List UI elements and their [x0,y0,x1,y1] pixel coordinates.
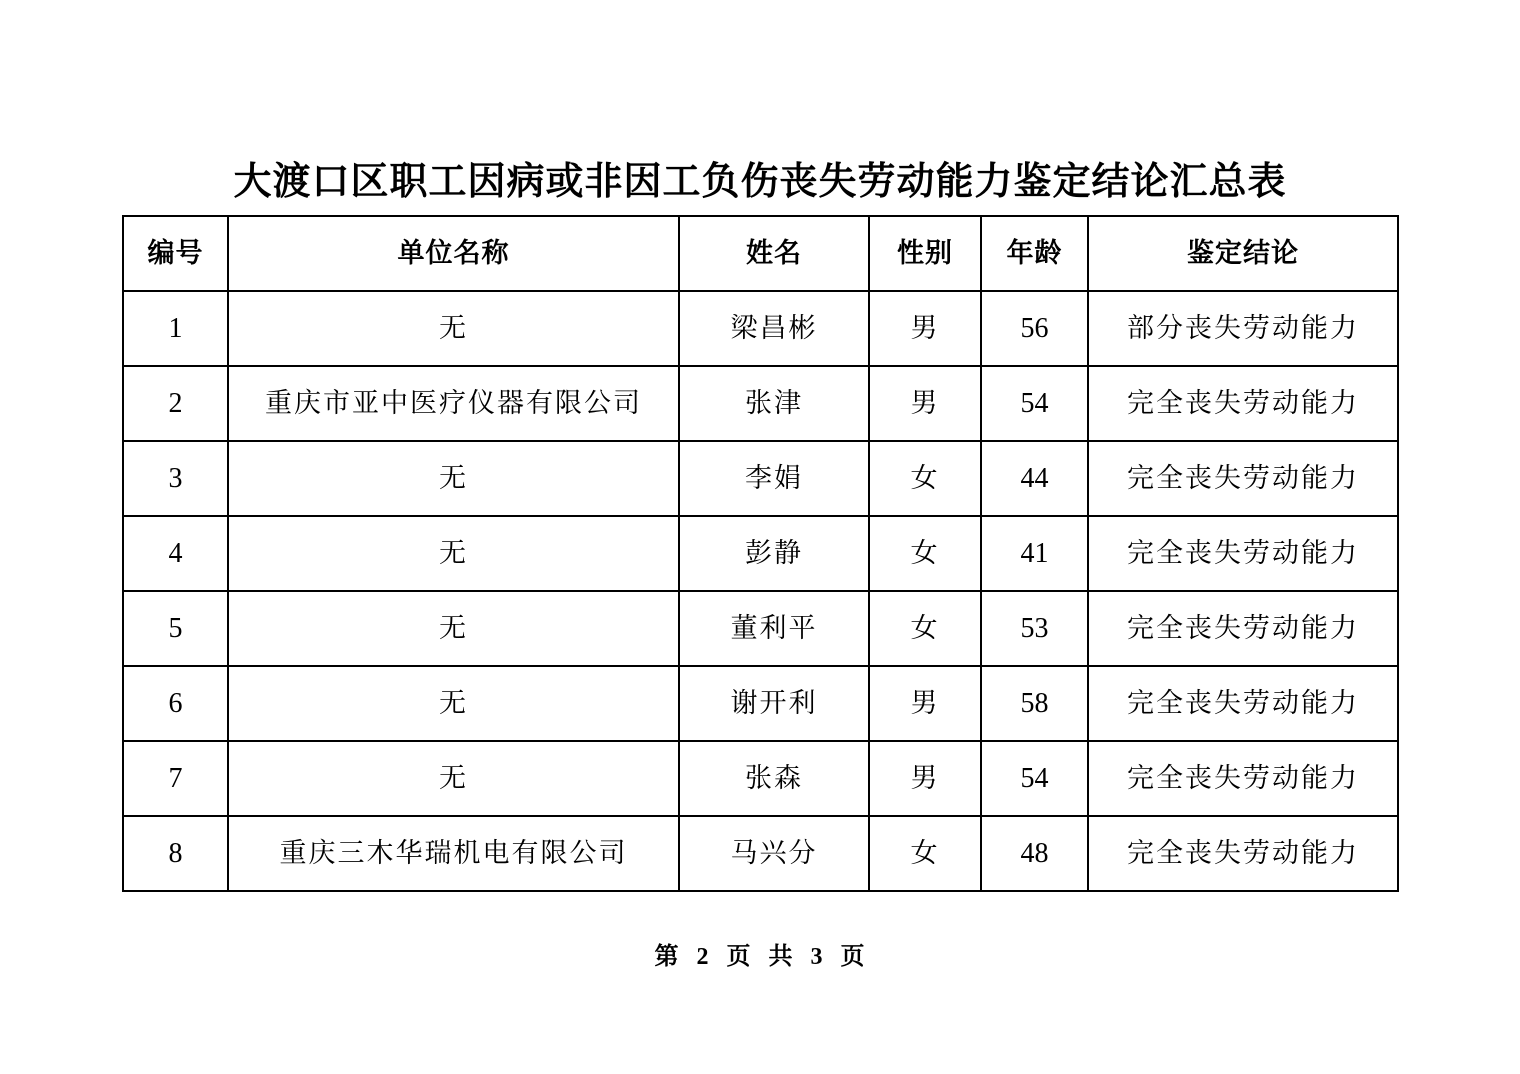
cell-age: 44 [981,441,1088,516]
cell-gender: 女 [869,591,981,666]
cell-unit-name: 无 [228,291,679,366]
cell-id: 1 [123,291,228,366]
cell-age: 58 [981,666,1088,741]
cell-gender: 男 [869,741,981,816]
cell-id: 5 [123,591,228,666]
column-header-gender: 性别 [869,216,981,291]
cell-name: 梁昌彬 [679,291,869,366]
cell-name: 李娟 [679,441,869,516]
cell-gender: 女 [869,816,981,891]
page-title: 大渡口区职工因病或非因工负伤丧失劳动能力鉴定结论汇总表 [233,161,1287,203]
cell-conclusion: 完全丧失劳动能力 [1088,666,1398,741]
column-header-name: 姓名 [679,216,869,291]
cell-name: 彭静 [679,516,869,591]
cell-conclusion: 完全丧失劳动能力 [1088,741,1398,816]
page-number: 第 2 页 共 3 页 [654,944,866,970]
assessment-summary-table [122,215,1399,892]
cell-age: 56 [981,291,1088,366]
table-body [123,291,1398,891]
table-row [123,291,1398,366]
cell-unit-name: 无 [228,741,679,816]
table-row [123,366,1398,441]
cell-age: 41 [981,516,1088,591]
cell-age: 53 [981,591,1088,666]
cell-unit-name: 重庆市亚中医疗仪器有限公司 [228,366,679,441]
cell-id: 2 [123,366,228,441]
cell-id: 7 [123,741,228,816]
column-header-age: 年龄 [981,216,1088,291]
cell-gender: 女 [869,441,981,516]
cell-age: 54 [981,366,1088,441]
cell-age: 48 [981,816,1088,891]
cell-name: 董利平 [679,591,869,666]
cell-gender: 男 [869,366,981,441]
table-row [123,816,1398,891]
cell-gender: 男 [869,666,981,741]
cell-name: 张森 [679,741,869,816]
cell-unit-name: 重庆三木华瑞机电有限公司 [228,816,679,891]
cell-name: 张津 [679,366,869,441]
cell-unit-name: 无 [228,441,679,516]
cell-name: 谢开利 [679,666,869,741]
cell-id: 4 [123,516,228,591]
column-header-unit-name: 单位名称 [228,216,679,291]
cell-conclusion: 完全丧失劳动能力 [1088,591,1398,666]
table-row [123,666,1398,741]
table-row [123,441,1398,516]
cell-conclusion: 部分丧失劳动能力 [1088,291,1398,366]
cell-gender: 女 [869,516,981,591]
table-row [123,516,1398,591]
cell-id: 8 [123,816,228,891]
column-header-conclusion: 鉴定结论 [1088,216,1398,291]
cell-id: 6 [123,666,228,741]
cell-gender: 男 [869,291,981,366]
cell-name: 马兴分 [679,816,869,891]
cell-id: 3 [123,441,228,516]
column-header-id: 编号 [123,216,228,291]
table-row [123,741,1398,816]
cell-conclusion: 完全丧失劳动能力 [1088,366,1398,441]
table-header-row [123,216,1398,291]
cell-unit-name: 无 [228,666,679,741]
cell-unit-name: 无 [228,591,679,666]
cell-conclusion: 完全丧失劳动能力 [1088,516,1398,591]
cell-age: 54 [981,741,1088,816]
cell-conclusion: 完全丧失劳动能力 [1088,441,1398,516]
cell-unit-name: 无 [228,516,679,591]
table-row [123,591,1398,666]
cell-conclusion: 完全丧失劳动能力 [1088,816,1398,891]
